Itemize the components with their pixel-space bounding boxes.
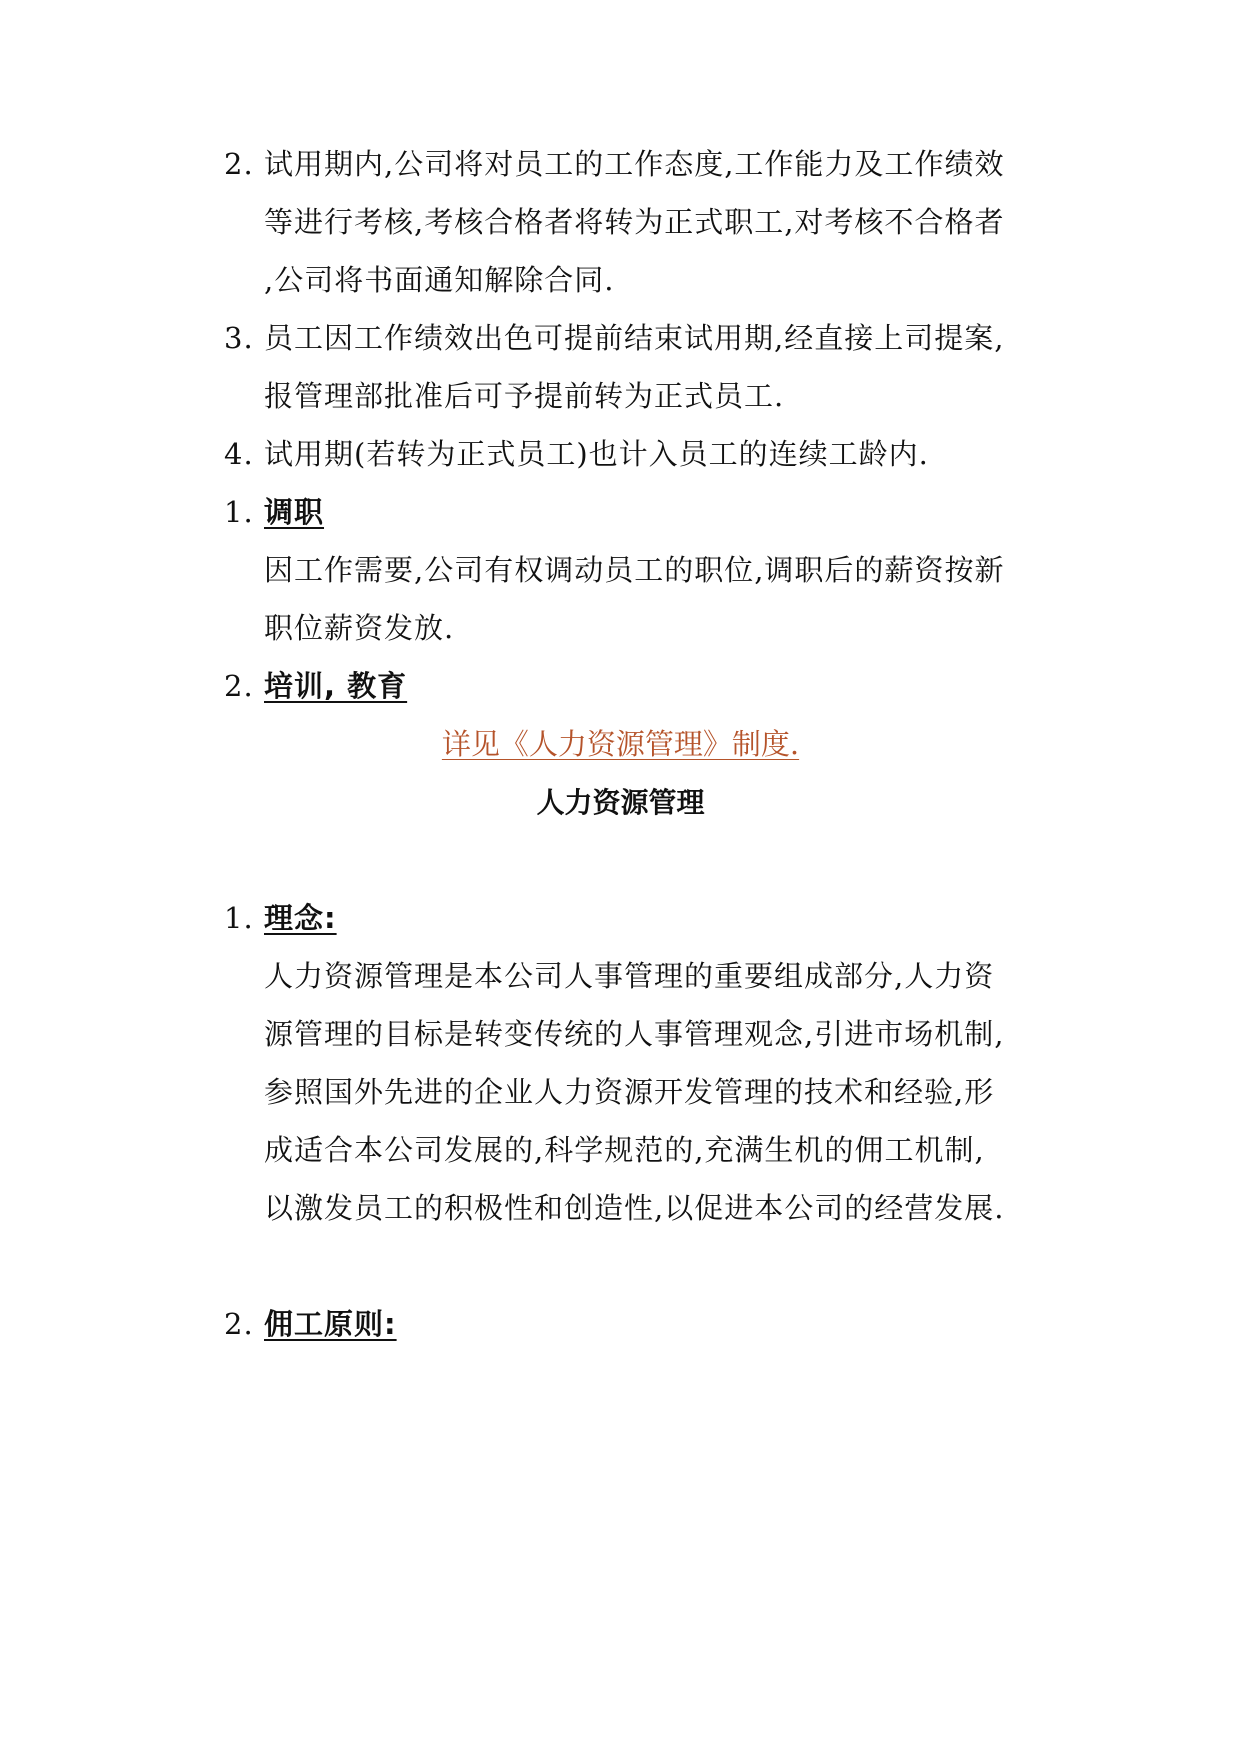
list-number: 2. (224, 669, 254, 703)
section-heading-training: 培训, 教育 (264, 669, 408, 703)
list-number: 2. (224, 147, 254, 181)
section-heading-transfer: 调职 (264, 495, 325, 529)
page-title: 人力资源管理 (536, 786, 705, 819)
list-number: 4. (224, 437, 254, 471)
list-number: 1. (224, 495, 254, 529)
list-number: 1. (224, 901, 254, 935)
list-number: 2. (224, 1307, 254, 1341)
section-heading-philosophy: 理念: (264, 901, 337, 935)
section-heading-hiring-principles: 佣工原则: (264, 1307, 397, 1341)
reference-line (0, 724, 1241, 764)
list-number: 3. (224, 321, 254, 355)
document-page: 2. 试用期内,公司将对员工的工作态度,工作能力及工作绩效 等进行考核,考核合格者将转为正式职工,对考核不合格者 ,公司将书面通知解除合同. 3. 员工因工作绩效出色可提前结束试用期,经直接上司提案, 报管理部批准后可予提前转为正式员工. 4. 试用期(若转为正式员工)也计入员工的连续工龄内. 1. 调职 因工作需要,公司有权调动员工的职位,调职后的薪资按新 职位薪资发放. 2. 培训, 教育 详见《人力资源管理》制度. 人力资源管理 1. 理念: 人力资源管理是本公司人事管理的重要组成部分,人力资 源管理的目标是转变传统的人事管理观念,引进市场机制, 参照国外先进的企业人力资源开发管理的技术和经验,形 成适合本公司发展的,科学规范的,充满生机的佣工机制, 以激发员工的积极性和创造性,以促进本公司的经营发展. 2. 佣工原则: (0, 0, 1241, 1754)
hr-title-line (0, 782, 1241, 823)
hr-policy-link[interactable]: 详见《人力资源管理》制度. (441, 727, 800, 761)
